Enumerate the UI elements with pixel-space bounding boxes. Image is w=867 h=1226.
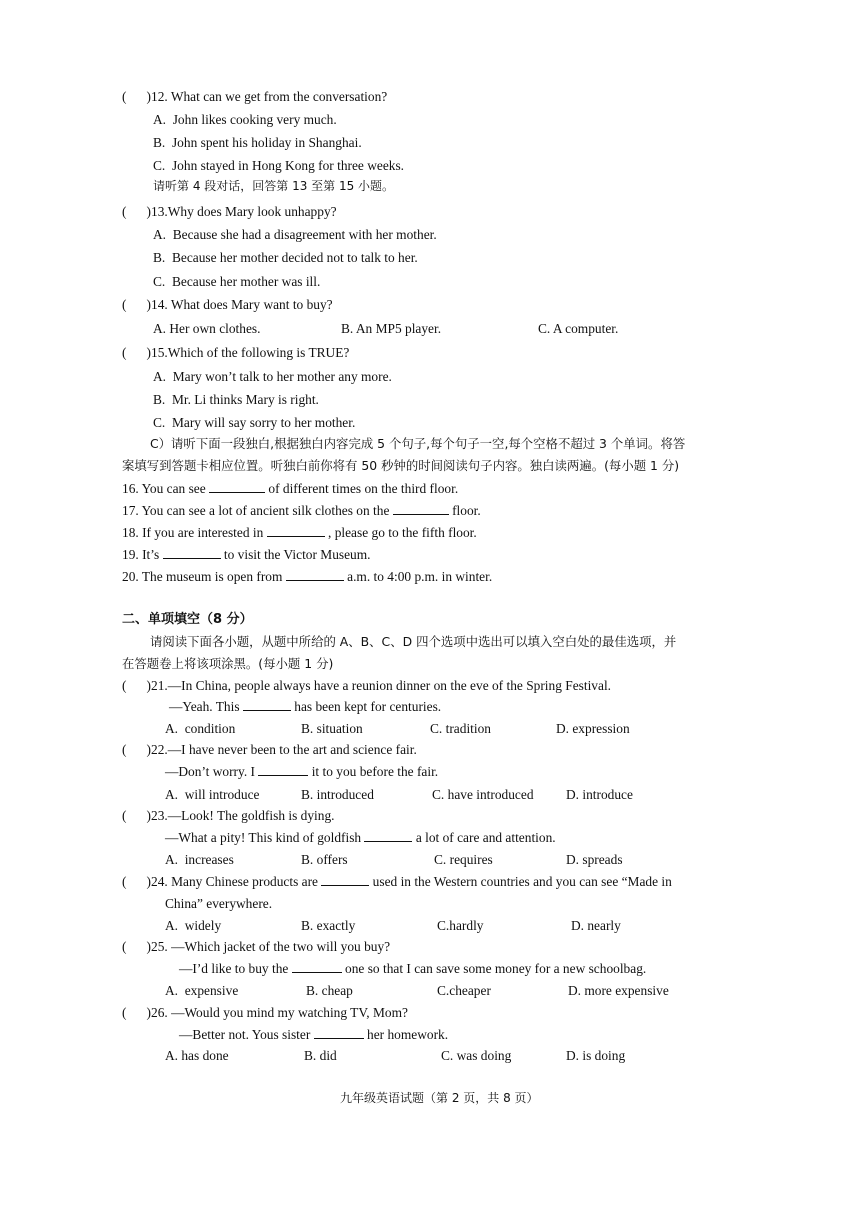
answer-blank[interactable]: [286, 568, 344, 581]
answer-blank[interactable]: [321, 873, 369, 886]
answer-blank[interactable]: [364, 829, 412, 842]
section-c-instruction-line1: C）请听下面一段独白,根据独白内容完成 5 个句子,每个句子一空,每个空格不超过 3 个单词。将答: [150, 436, 686, 451]
question-24: ( )24. Many Chinese products are used in the Western countries and you can see “Made in: [122, 874, 672, 889]
answer-blank[interactable]: [314, 1026, 364, 1039]
q26-line2: —Better not. Yous sister her homework.: [179, 1027, 449, 1042]
q21-option-b: B. situation: [301, 721, 363, 736]
part-2-instruction-line2: 在答题卷上将该项涂黑。(每小题 1 分): [122, 656, 334, 671]
fill-item-20: 20. The museum is open from a.m. to 4:00 p.m. in winter.: [122, 569, 493, 584]
answer-blank[interactable]: [209, 480, 265, 493]
q25-option-c: C.cheaper: [437, 983, 491, 998]
q22-line2: —Don’t worry. I it to you before the fair.: [165, 764, 439, 779]
answer-blank[interactable]: [267, 524, 325, 537]
q22-option-c: C. have introduced: [432, 787, 534, 802]
q24-option-c: C.hardly: [437, 918, 484, 933]
question-21: ( )21.—In China, people always have a reunion dinner on the eve of the Spring Festival.: [122, 678, 612, 693]
q23-option-a: A. increases: [165, 852, 234, 867]
part-2-title: 二、单项填空（8 分）: [122, 612, 253, 627]
q22-option-d: D. introduce: [566, 787, 633, 802]
answer-blank[interactable]: [393, 502, 449, 515]
question-26: ( )26. —Would you mind my watching TV, Mom?: [122, 1005, 408, 1020]
q22-option-a: A. will introduce: [165, 787, 260, 802]
fill-item-18: 18. If you are interested in , please go to the fifth floor.: [122, 525, 477, 540]
instruction-dialog-4: 请听第 4 段对话，回答第 13 至第 15 小题。: [153, 179, 395, 193]
q15-option-b: B. Mr. Li thinks Mary is right.: [153, 392, 319, 407]
q24-option-d: D. nearly: [571, 918, 621, 933]
question-14: ( )14. What does Mary want to buy?: [122, 297, 333, 312]
q24-option-b: B. exactly: [301, 918, 356, 933]
part-2-instruction-line1: 请阅读下面各小题，从题中所给的 A、B、C、D 四个选项中选出可以填入空白处的最佳选项，并: [150, 634, 677, 649]
q21-line2: —Yeah. This has been kept for centuries.: [169, 699, 442, 714]
q12-option-c: C. John stayed in Hong Kong for three weeks.: [153, 158, 405, 173]
q26-option-c: C. was doing: [441, 1048, 512, 1063]
section-c-instruction-line2: 案填写到答题卡相应位置。听独白前你将有 50 秒钟的时间阅读句子内容。独白读两遍。(每小题 1 分): [122, 458, 680, 473]
q23-option-c: C. requires: [434, 852, 493, 867]
q21-option-a: A. condition: [165, 721, 236, 736]
question-12: ( )12. What can we get from the conversation?: [122, 89, 388, 104]
answer-blank[interactable]: [292, 960, 342, 973]
fill-item-16: 16. You can see of different times on the third floor.: [122, 481, 459, 496]
question-13: ( )13.Why does Mary look unhappy?: [122, 204, 337, 219]
q24-option-a: A. widely: [165, 918, 222, 933]
answer-blank[interactable]: [163, 546, 221, 559]
q21-option-c: C. tradition: [430, 721, 491, 736]
q15-option-c: C. Mary will say sorry to her mother.: [153, 415, 356, 430]
fill-item-17: 17. You can see a lot of ancient silk clothes on the floor.: [122, 503, 481, 518]
q15-option-a: A. Mary won’t talk to her mother any more.: [153, 369, 392, 384]
q13-option-c: C. Because her mother was ill.: [153, 274, 321, 289]
q23-option-d: D. spreads: [566, 852, 623, 867]
q22-option-b: B. introduced: [301, 787, 374, 802]
question-22: ( )22.—I have never been to the art and science fair.: [122, 742, 417, 757]
q26-option-d: D. is doing: [566, 1048, 626, 1063]
q25-option-a: A. expensive: [165, 983, 239, 998]
q14-option-a: A. Her own clothes.: [153, 321, 261, 336]
q14-option-c: C. A computer.: [538, 321, 619, 336]
q23-line2: —What a pity! This kind of goldfish a lot of care and attention.: [165, 830, 556, 845]
q25-option-d: D. more expensive: [568, 983, 669, 998]
q21-option-d: D. expression: [556, 721, 630, 736]
fill-item-19: 19. It’s to visit the Victor Museum.: [122, 547, 371, 562]
q13-option-a: A. Because she had a disagreement with her mother.: [153, 227, 437, 242]
q14-option-b: B. An MP5 player.: [341, 321, 442, 336]
q12-option-a: A. John likes cooking very much.: [153, 112, 337, 127]
q24-line2: China” everywhere.: [165, 896, 273, 911]
q25-line2: —I’d like to buy the one so that I can save some money for a new schoolbag.: [179, 961, 647, 976]
q12-option-b: B. John spent his holiday in Shanghai.: [153, 135, 362, 150]
q23-option-b: B. offers: [301, 852, 348, 867]
q13-option-b: B. Because her mother decided not to talk to her.: [153, 250, 418, 265]
question-15: ( )15.Which of the following is TRUE?: [122, 345, 350, 360]
question-25: ( )25. —Which jacket of the two will you buy?: [122, 939, 391, 954]
answer-blank[interactable]: [258, 763, 308, 776]
answer-blank[interactable]: [243, 698, 291, 711]
page-footer: 九年级英语试题（第 2 页，共 8 页）: [340, 1091, 539, 1105]
q26-option-a: A. has done: [165, 1048, 229, 1063]
question-23: ( )23.—Look! The goldfish is dying.: [122, 808, 335, 823]
q26-option-b: B. did: [304, 1048, 337, 1063]
q25-option-b: B. cheap: [306, 983, 353, 998]
